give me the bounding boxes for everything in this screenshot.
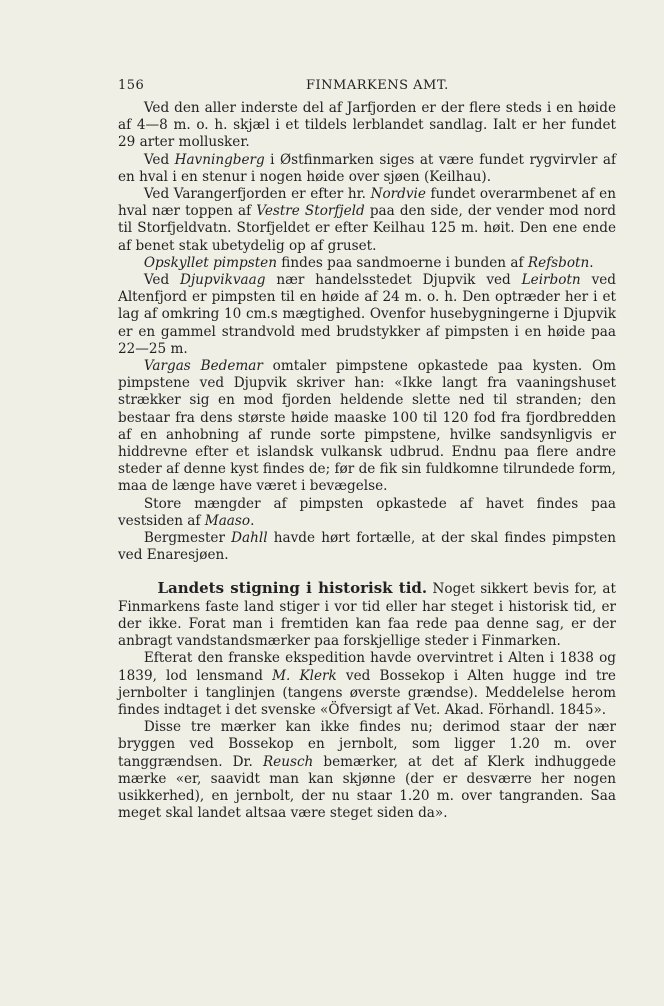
section-heading: Landets stigning i historisk tid. [157,579,428,598]
paragraph-havningberg: Ved Havningberg i Østfinmarken siges at være fundet rygvirvler af en hval i en stenur i nogen høide over sjøen (Keilhau). [118,151,617,185]
paragraph-varangerfjorden: Ved Varangerfjorden er efter hr. Nordvie fundet overarmbenet af en hval nær toppen af Vestre Storfjeld paa den side, der vender mod nord til Storfjeldvatn. Storfjeldet er efter Keilhau 125 m. høit. Den ene ende af benet stak ubetydelig op af gruset. [118,186,617,254]
place-name: Vestre Storfjeld [256,203,365,220]
section-landets-stigning: Landets stigning i historisk tid. Noget sikkert bevis for, at Finmarkens faste land stiger i vor tid eller har steget i historisk tid, er der ikke. Forat man i fremtiden kan faa rede paa denne sag, er der anbragt vandstandsmærker paa forskjellige steder i Finmarken. [118,579,616,650]
paragraph-djupvikvaag: Ved Djupvikvaag nær handelsstedet Djupvik ved Leirbotn ved Altenfjord er pimpsten til en høide af 24 m. o. h. Den optræder her i et lag af omkring 10 cm.s mægtighed. Ovenfor husebygningerne i Djupvik er en gammel strandvold med brudstykker af pimpsten i en høide paa 22—25 m. [118,272,616,357]
running-head [118,78,618,96]
place-name: Maaso [204,512,251,529]
person-name: Reusch [262,753,314,770]
paragraph-refsbotn: Opskyllet pimpsten findes paa sandmoerne i bunden af Refsbotn. [143,254,594,271]
person-name: Vargas Bedemar [143,358,263,375]
place-name: Djupvikvaag [180,272,266,289]
paragraph-maaso: Store mængder af pimpsten opkastede af havet findes paa vestsiden af Maaso. [118,495,616,529]
paragraph-jarfjorden: Ved den aller inderste del af Jarfjorden er der flere steds i en høide af 4—8 m. o. h. skjæl i et tildels lerblandet sandlag. Ialt er her fundet 29 arter mollusker. [118,100,616,151]
page-number: 156 [118,78,145,93]
paragraph-bossekop-jernbolt: Disse tre mærker kan ikke findes nu; derimod staar der nær bryggen ved Bossekop en jernbolt, som ligger 1.20 m. over tanggrændsen. Dr. Reusch bemærker, at det af Klerk indhuggede mærke «er, saavidt man kan skjønne (der er desværre her nogen usikkerhed), en jernbolt, der nu staar 1.20 m. over tangranden. Saa meget skal landet altsaa være steget siden da». [118,719,617,822]
lead-phrase: Opskyllet pimpsten [143,254,277,271]
person-name: Dahll [231,530,268,547]
place-name: Refsbotn [527,254,590,271]
person-name: M. Klerk [272,667,337,684]
body-text [118,100,616,822]
running-title: FINMARKENS AMT. [306,78,449,93]
paragraph-franske-ekspedition: Efterat den franske ekspedition havde overvintret i Alten i 1838 og 1839, lod lensmand M. Klerk ved Bossekop i Alten hugge ind tre jernbolter i tanglinjen (tangens øverste grændse). Meddelelse herom findes indtaget i det svenske «Öfversigt af Vet. Akad. Förhandl. 1845». [118,650,616,718]
person-name: Nordvie [370,186,426,203]
paragraph-vargas-bedemar: Vargas Bedemar omtaler pimpstene opkastede paa kysten. Om pimpstene ved Djupvik skriver han: «Ikke langt fra vaaningshuset strækker sig en mod fjorden heldende slette ned til stranden; den bestaar fra dens største høide maaske 100 til 120 fod fra fjordbredden af en anhobning af runde sorte pimpstene, hvilke sandsynligvis er hiddrevne efter et islandsk vulkansk udbrud. Endnu paa flere andre steder af denne kyst findes de; før de fik sin fuldkomne tilrundede form, maa de længe have været i bevægelse. [118,358,616,495]
place-name: Leirbotn [521,272,581,289]
place-name: Havningberg [174,151,265,168]
paragraph-dahll: Bergmester Dahll havde hørt fortælle, at der skal findes pimpsten ved Enaresjøen. [118,530,616,564]
